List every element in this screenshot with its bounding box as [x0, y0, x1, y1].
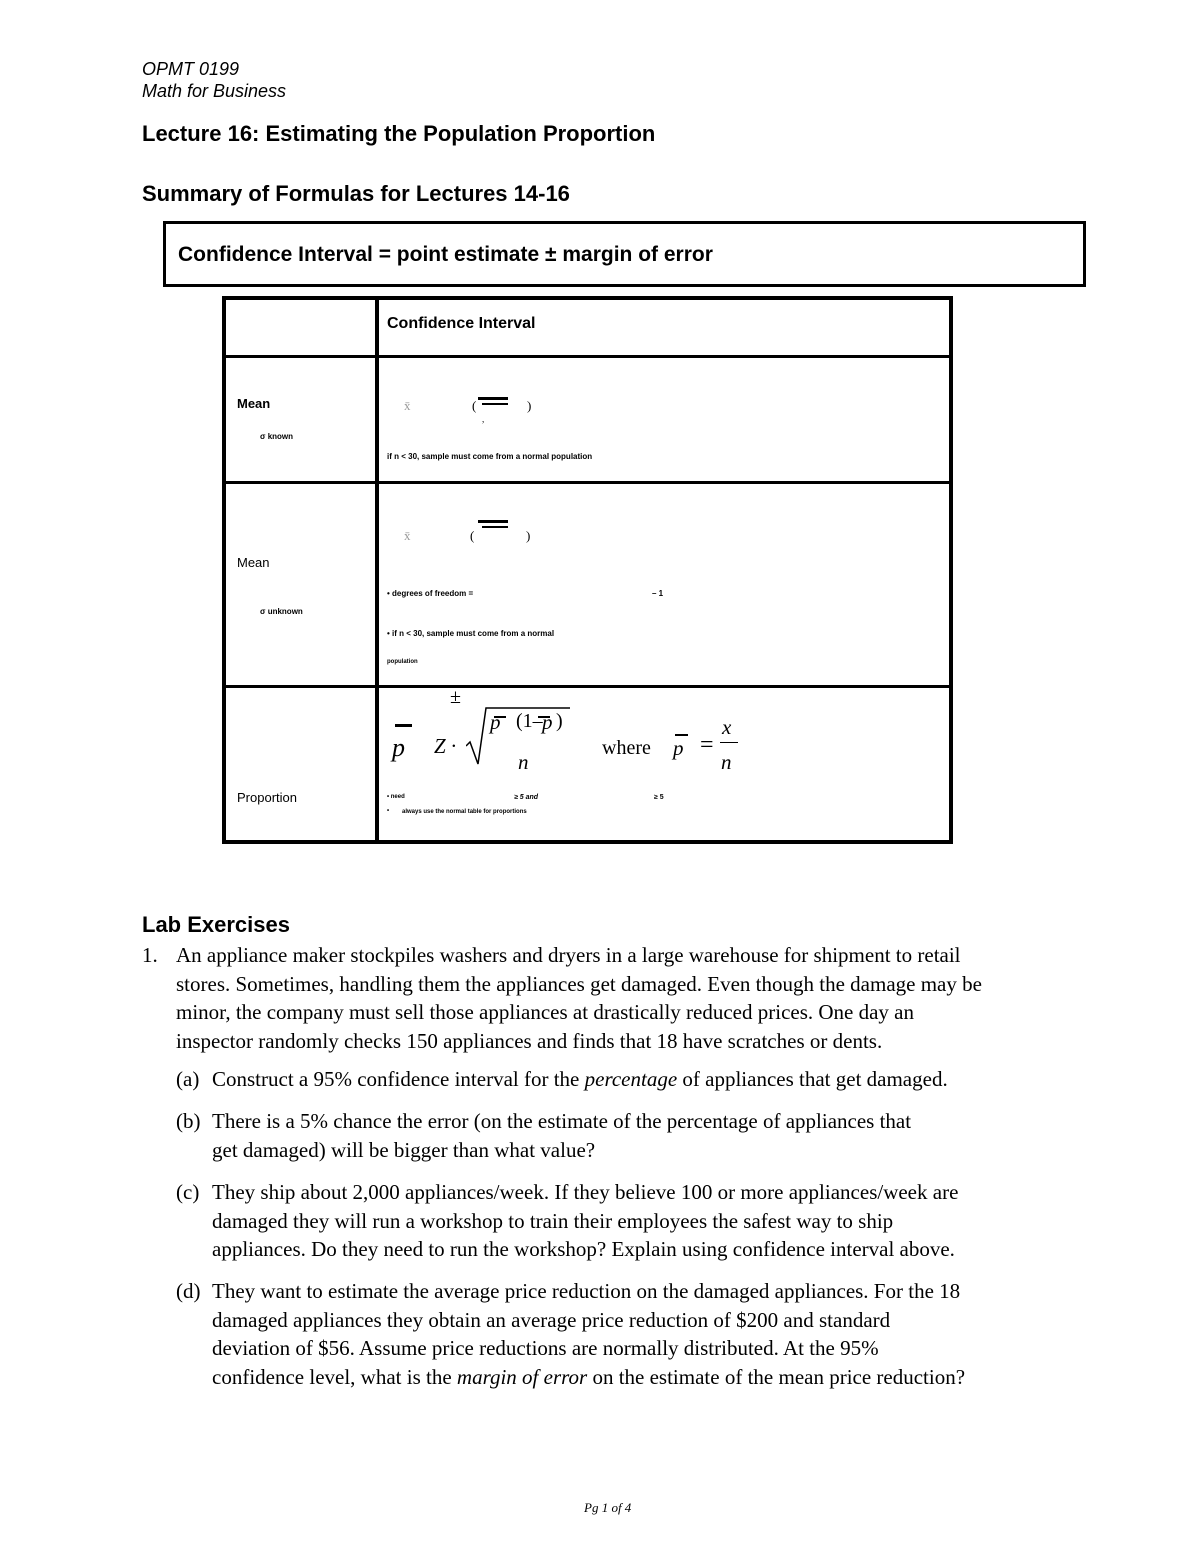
formula-table [222, 296, 953, 844]
question-b-line: There is a 5% chance the error (on the estimate of the percentage of appliances that [212, 1109, 912, 1133]
row3-note-normal-table: always use the normal table for proportions [402, 809, 527, 815]
intro-line: stores. Sometimes, handling them the appliances get damaged. Even though the damage may be [176, 971, 982, 996]
row2-note-population: population [387, 659, 418, 665]
confidence-interval-box [163, 221, 1086, 287]
exercise-number: 1. [142, 943, 158, 967]
table-divider [375, 296, 379, 844]
fraction-x: x [722, 715, 732, 739]
z-multiplier: Z · [434, 734, 457, 758]
question-c-text [212, 1178, 958, 1264]
course-code: OPMT 0199 [142, 59, 240, 79]
row2-note-normal: • if n < 30, sample must come from a normal [387, 629, 555, 638]
question-b-label: (b) [176, 1109, 201, 1133]
row3-note-end: ≥ 5 [654, 794, 664, 801]
question-d-line: deviation of $56. Assume price reductions are normally distributed. At the 95% [212, 1336, 879, 1360]
question-d-line: damaged appliances they obtain an average price reduction of $200 and standard [212, 1307, 891, 1332]
table-border-bottom [222, 840, 953, 844]
row1-note: if n < 30, sample must come from a normal population [387, 452, 593, 461]
row-sublabel-sigma-known: σ known [260, 432, 294, 441]
row-sublabel-sigma-unknown: σ unknown [260, 607, 303, 616]
table-border-top [222, 296, 953, 300]
section-subtitle: Summary of Formulas for Lectures 14-16 [142, 181, 570, 206]
row-label-proportion: Proportion [237, 790, 297, 805]
p-bar-definition: p [673, 736, 684, 760]
fraction-bar [720, 742, 738, 743]
row-label-mean-known: Mean [237, 396, 271, 411]
lab-exercises-heading: Lab Exercises [142, 912, 290, 937]
question-c-line: appliances. Do they need to run the workshop? Explain using confidence interval above. [212, 1237, 955, 1261]
row-label-mean-unknown: Mean [237, 555, 270, 570]
svg-text:,: , [482, 414, 485, 424]
course-name: Math for Business [142, 81, 287, 101]
table-row-divider [222, 355, 953, 358]
mean-known-formula-graphic [402, 394, 542, 424]
svg-text:(: ( [472, 398, 477, 413]
fraction-n: n [721, 750, 732, 774]
numerator-p2: p [542, 710, 553, 734]
question-b-line: get damaged) will be bigger than what value? [212, 1137, 596, 1162]
question-d-label: (d) [176, 1279, 201, 1303]
plus-minus-symbol: ± [450, 686, 461, 708]
question-b-text [212, 1107, 911, 1164]
mean-unknown-formula [402, 518, 542, 548]
exercise-intro [176, 941, 982, 1055]
equals-sign: = [700, 732, 714, 758]
question-a-label: (a) [176, 1067, 200, 1091]
question-c-label: (c) [176, 1180, 200, 1204]
svg-text:x̄: x̄ [404, 398, 411, 413]
question-c-line: They ship about 2,000 appliances/week. If they believe 100 or more appliances/week are [212, 1180, 959, 1204]
numerator-p: p [490, 710, 501, 734]
p-bar-overline [395, 724, 412, 727]
question-a-after: of appliances that get damaged. [682, 1067, 948, 1091]
mean-unknown-formula-graphic [402, 518, 542, 548]
p-bar: p [392, 733, 405, 762]
question-a-text [212, 1065, 948, 1094]
row3-note-mid: ≥ 5 and [514, 794, 539, 801]
svg-text:): ) [526, 528, 531, 543]
intro-line: minor, the company must sell those appliances at drastically reduced prices. One day an [176, 1000, 915, 1024]
question-d-last-line [212, 1363, 965, 1392]
question-d-last-after: on the estimate of the mean price reduction? [592, 1364, 966, 1389]
intro-line: An appliance maker stockpiles washers and dryers in a large warehouse for shipment to retail [176, 943, 961, 967]
question-a-before: Construct a 95% confidence interval for the [212, 1067, 580, 1091]
where-text: where [602, 737, 651, 759]
numerator-close: ) [556, 710, 563, 732]
table-border-right [949, 296, 953, 844]
row2-note-df-end: – 1 [652, 589, 664, 598]
table-row-divider [222, 481, 953, 484]
row3-note-bullet: • [387, 808, 390, 814]
question-d-last-italic: margin of error [456, 1364, 588, 1389]
row3-note-need: • need [387, 794, 405, 800]
question-d-last-before: confidence level, what is the [212, 1364, 452, 1389]
confidence-interval-definition: Confidence Interval = point estimate ± margin of error [178, 243, 713, 266]
question-d-text [212, 1277, 965, 1391]
table-border-left [222, 296, 226, 844]
denominator-n: n [518, 750, 529, 774]
mean-known-formula [402, 394, 542, 424]
svg-text:x̄: x̄ [404, 528, 411, 543]
question-c-line: damaged they will run a workshop to train their employees the safest way to ship [212, 1208, 894, 1233]
svg-text:): ) [527, 398, 532, 413]
question-d-line: They want to estimate the average price reduction on the damaged appliances. For the 18 [212, 1279, 961, 1303]
table-row-divider [222, 685, 953, 688]
question-a-italic: percentage [584, 1067, 678, 1091]
row2-note-df: • degrees of freedom = [387, 589, 474, 598]
page-number: Pg 1 of 4 [584, 1500, 632, 1515]
numerator-one-minus: (1– [516, 710, 543, 732]
svg-text:(: ( [470, 528, 475, 543]
page-title: Lecture 16: Estimating the Population Proportion [142, 121, 656, 146]
column-header: Confidence Interval [387, 315, 536, 332]
intro-line: inspector randomly checks 150 appliances and finds that 18 have scratches or dents. [176, 1028, 883, 1053]
